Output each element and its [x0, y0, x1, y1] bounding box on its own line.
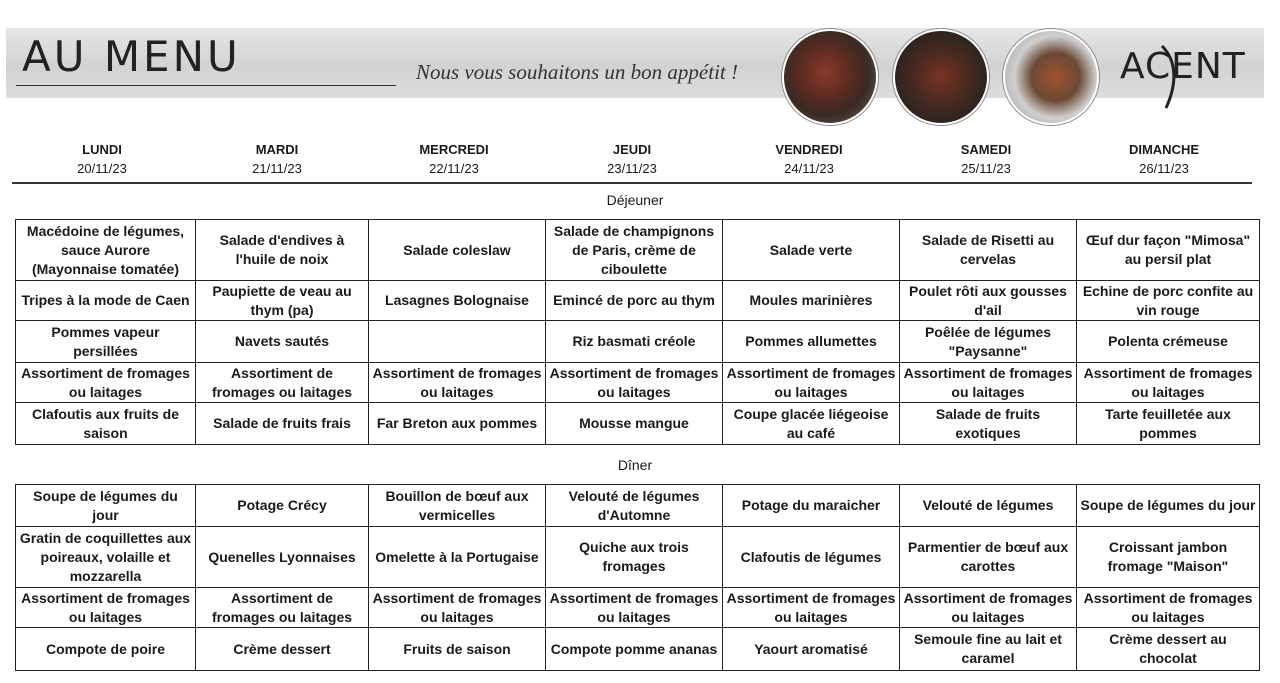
menu-cell: Lasagnes Bolognaise	[369, 281, 546, 321]
day-date: 25/11/23	[961, 161, 1011, 176]
menu-cell: Paupiette de veau au thym (pa)	[196, 281, 369, 321]
menu-cell: Compote pomme ananas	[546, 628, 723, 671]
day-name: DIMANCHE	[1128, 142, 1200, 157]
menu-cell: Clafoutis aux fruits de saison	[16, 403, 196, 445]
menu-cell: Quiche aux trois fromages	[546, 527, 723, 588]
slogan: Nous vous souhaitons un bon appétit !	[416, 60, 739, 84]
food-photo-1	[782, 29, 878, 125]
menu-cell: Potage Crécy	[196, 485, 369, 527]
day-name: MERCREDI	[419, 142, 489, 157]
menu-cell: Assortiment de fromages ou laitages	[369, 588, 546, 628]
day-name: MARDI	[255, 142, 299, 157]
menu-cell: Riz basmati créole	[546, 321, 723, 363]
table-row	[16, 220, 1260, 281]
lunch-label: Déjeuner	[606, 192, 664, 208]
table-row	[16, 628, 1260, 671]
menu-cell: Pommes vapeur persillées	[16, 321, 196, 363]
menu-cell: Assortiment de fromages ou laitages	[16, 588, 196, 628]
day-header	[896, 140, 1076, 178]
menu-cell: Assortiment de fromages ou laitages	[900, 588, 1077, 628]
day-date: 22/11/23	[429, 161, 479, 176]
food-photo-3	[1003, 29, 1099, 125]
menu-cell: Mousse mangue	[546, 403, 723, 445]
menu-cell: Salade de fruits exotiques	[900, 403, 1077, 445]
table-row	[16, 527, 1260, 588]
menu-cell	[369, 321, 546, 363]
menu-cell: Salade d'endives à l'huile de noix	[196, 220, 369, 281]
table-row	[16, 485, 1260, 527]
menu-cell: Velouté de légumes d'Automne	[546, 485, 723, 527]
food-photo-2	[893, 29, 989, 125]
menu-cell: Pommes allumettes	[723, 321, 900, 363]
menu-cell: Croissant jambon fromage "Maison"	[1077, 527, 1260, 588]
day-name: JEUDI	[612, 142, 652, 157]
table-row	[16, 363, 1260, 403]
day-date: 21/11/23	[252, 161, 302, 176]
day-header	[12, 140, 192, 178]
menu-cell: Assortiment de fromages ou laitages	[16, 363, 196, 403]
day-name: VENDREDI	[775, 142, 843, 157]
day-date: 24/11/23	[784, 161, 834, 176]
menu-cell: Œuf dur façon "Mimosa" au persil plat	[1077, 220, 1260, 281]
day-date: 20/11/23	[77, 161, 127, 176]
menu-cell: Moules marinières	[723, 281, 900, 321]
menu-cell: Soupe de légumes du jour	[1077, 485, 1260, 527]
table-row	[16, 321, 1260, 363]
table-row	[16, 281, 1260, 321]
day-name: SAMEDI	[960, 142, 1012, 157]
menu-cell: Assortiment de fromages ou laitages	[723, 588, 900, 628]
menu-cell: Assortiment de fromages ou laitages	[900, 363, 1077, 403]
menu-cell: Assortiment de fromages ou laitages	[196, 588, 369, 628]
menu-cell: Yaourt aromatisé	[723, 628, 900, 671]
menu-cell: Parmentier de bœuf aux carottes	[900, 527, 1077, 588]
menu-cell: Coupe glacée liégeoise au café	[723, 403, 900, 445]
menu-cell: Crème dessert	[196, 628, 369, 671]
table-row	[16, 588, 1260, 628]
menu-cell: Velouté de légumes	[900, 485, 1077, 527]
title-underline	[16, 85, 396, 86]
menu-cell: Polenta crémeuse	[1077, 321, 1260, 363]
menu-cell: Far Breton aux pommes	[369, 403, 546, 445]
day-header-row	[12, 140, 1252, 184]
menu-cell: Navets sautés	[196, 321, 369, 363]
menu-cell: Soupe de légumes du jour	[16, 485, 196, 527]
menu-cell: Crème dessert au chocolat	[1077, 628, 1260, 671]
dinner-table	[15, 484, 1260, 671]
menu-cell: Omelette à la Portugaise	[369, 527, 546, 588]
menu-cell: Fruits de saison	[369, 628, 546, 671]
menu-cell: Assortiment de fromages ou laitages	[546, 363, 723, 403]
menu-cell: Poêlée de légumes "Paysanne"	[900, 321, 1077, 363]
menu-cell: Echine de porc confite au vin rouge	[1077, 281, 1260, 321]
menu-cell: Salade verte	[723, 220, 900, 281]
menu-cell: Poulet rôti aux gousses d'ail	[900, 281, 1077, 321]
menu-cell: Salade de Risetti au cervelas	[900, 220, 1077, 281]
menu-cell: Assortiment de fromages ou laitages	[196, 363, 369, 403]
menu-cell: Salade de fruits frais	[196, 403, 369, 445]
day-header	[719, 140, 899, 178]
logo-swoosh-icon	[1158, 42, 1182, 112]
menu-cell: Gratin de coquillettes aux poireaux, volaille et mozzarella	[16, 527, 196, 588]
menu-title: AU MENU	[22, 32, 241, 81]
dinner-label: Dîner	[617, 457, 653, 473]
menu-cell: Assortiment de fromages ou laitages	[723, 363, 900, 403]
menu-cell: Macédoine de légumes, sauce Aurore (Mayonnaise tomatée)	[16, 220, 196, 281]
menu-cell: Quenelles Lyonnaises	[196, 527, 369, 588]
menu-cell: Semoule fine au lait et caramel	[900, 628, 1077, 671]
table-row	[16, 403, 1260, 445]
menu-cell: Tarte feuilletée aux pommes	[1077, 403, 1260, 445]
company-logo: ACENT	[1120, 46, 1246, 87]
day-header	[542, 140, 722, 178]
menu-cell: Emincé de porc au thym	[546, 281, 723, 321]
day-date: 26/11/23	[1139, 161, 1189, 176]
day-date: 23/11/23	[607, 161, 657, 176]
menu-cell: Potage du maraicher	[723, 485, 900, 527]
day-header	[1074, 140, 1254, 178]
menu-cell: Bouillon de bœuf aux vermicelles	[369, 485, 546, 527]
day-header	[187, 140, 367, 178]
menu-cell: Assortiment de fromages ou laitages	[1077, 588, 1260, 628]
day-header	[364, 140, 544, 178]
menu-cell: Clafoutis de légumes	[723, 527, 900, 588]
menu-cell: Assortiment de fromages ou laitages	[369, 363, 546, 403]
day-name: LUNDI	[82, 142, 122, 157]
menu-cell: Salade de champignons de Paris, crème de ciboulette	[546, 220, 723, 281]
menu-cell: Tripes à la mode de Caen	[16, 281, 196, 321]
menu-cell: Compote de poire	[16, 628, 196, 671]
menu-cell: Assortiment de fromages ou laitages	[546, 588, 723, 628]
lunch-table	[15, 219, 1260, 445]
menu-cell: Salade coleslaw	[369, 220, 546, 281]
menu-cell: Assortiment de fromages ou laitages	[1077, 363, 1260, 403]
